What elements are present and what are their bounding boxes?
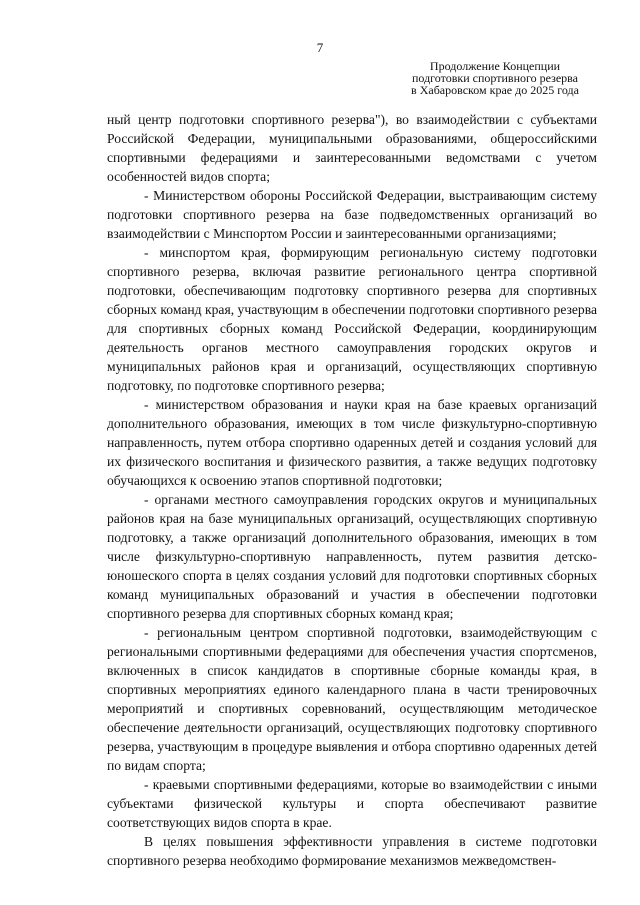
paragraph-regional-training-center: - региональным центром спортивной подготовки, взаимодействующим с региональными спортивными федерациями для обеспечения участия спортсменов, включенных в список кандидатов в спортивные сборные команды края, в спортивных мероприятиях единого календарного плана в части тренировочных мероприятий и спортивных соревнований, осуществляющим методическое обеспечение деятельности организаций, осуществляющих подготовку спортивного резерва, участвующим в процедуре выявления и отбора спортивно одаренных детей по видам спорта; <box>107 625 597 773</box>
paragraph-continuation: ный центр подготовки спортивного резерва"), во взаимодействии с субъектами Российской Федерации, муниципальными образованиями, общероссийскими спортивными федерациями и заинтересованными ведомствами с учетом особенностей видов спорта; <box>107 112 597 184</box>
running-header <box>390 60 600 96</box>
running-header-line-3: в Хабаровском крае до 2025 года <box>411 83 579 97</box>
body-text <box>107 110 597 870</box>
paragraph-education-ministry: - министерством образования и науки края на базе краевых организаций дополнительного образования, имеющих в том числе физкультурно-спортивную направленность, путем отбора спортивно одаренных детей и создания условий для их физического воспитания и физического развития, а также ведущих подготовку обучающихся к освоению этапов спортивной подготовки; <box>107 397 597 488</box>
page-number: 7 <box>316 40 324 55</box>
paragraph-ministry-of-defense: - Министерством обороны Российской Федерации, выстраивающим систему подготовки спортивного резерва на базе подведомственных организаций во взаимодействии с Минспортом России и заинтересованными организациями; <box>107 188 597 241</box>
running-header-line-1: Продолжение Концепции <box>429 59 561 73</box>
paragraph-management-efficiency: В целях повышения эффективности управления в системе подготовки спортивного резерва необходимо формирование механизмов межведомствен- <box>107 834 597 868</box>
running-header-line-2: подготовки спортивного резерва <box>412 71 578 85</box>
paragraph-local-self-government: - органами местного самоуправления городских округов и муниципальных районов края на базе муниципальных организаций, осуществляющих спортивную подготовку, а также организаций дополнительного образования, имеющих в том числе физкультурно-спортивную направленность, путем развития детско-юношеского спорта в целях создания условий для подготовки спортивных сборных команд муниципальных образований и участия в обеспечении подготовки спортивного резерва для спортивных сборных команд края; <box>107 492 597 621</box>
paragraph-regional-federations: - краевыми спортивными федерациями, которые во взаимодействии с иными субъектами физической культуры и спорта обеспечивают развитие соответствующих видов спорта в крае. <box>107 777 597 830</box>
paragraph-regional-sports-ministry: - минспортом края, формирующим региональную систему подготовки спортивного резерва, включая развитие регионального центра спортивной подготовки, обеспечивающим подготовку спортивного резерва для спортивных сборных команд края, участвующим в обеспечении подготовки спортивного резерва для спортивных сборных команд Российской Федерации, координирующим деятельность органов местного самоуправления городских округов и муниципальных районов края и организаций, осуществляющих спортивную подготовку, по подготовке спортивного резерва; <box>107 245 597 393</box>
